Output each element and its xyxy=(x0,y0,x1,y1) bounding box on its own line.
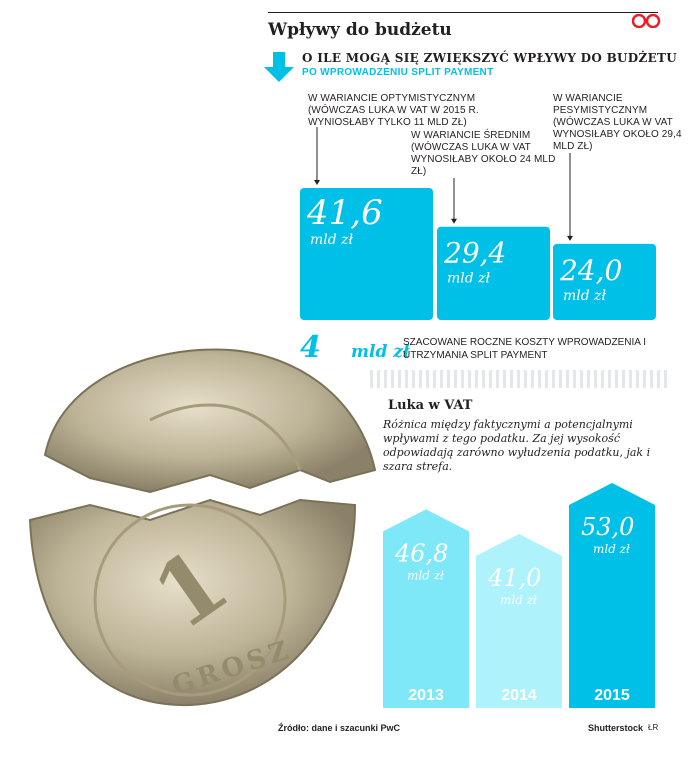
coin-denomination: 1 xyxy=(134,528,247,651)
scenario-label-average: W WARIANCIE ŚREDNIM (WÓWCZAS LUKA W VAT WYNOSIŁABY OKOŁO 24 MLD ZŁ) xyxy=(411,130,556,177)
scenario-unit-label: mld zł xyxy=(563,287,607,304)
year-category-label: 2013 xyxy=(408,687,444,704)
scenario-unit-label: mld zł xyxy=(447,270,491,287)
scenario-label-pessimistic: W WARIANCIE PESYMISTYCZNYM (WÓWCZAS LUKA W VAT WYNOSIŁABY OKOŁO 29,4 MLD ZŁ) xyxy=(553,93,682,152)
year-unit-label: mld zł xyxy=(500,592,537,607)
cost-value-unit: mld zł xyxy=(351,342,410,362)
year-value-label: 41,0 xyxy=(488,563,542,592)
chart-subtitle: O ILE MOGĄ SIĘ ZWIĘKSZYĆ WPŁYWY DO BUDŻETU xyxy=(302,51,678,65)
scenario-value-label: 24,0 xyxy=(560,253,623,287)
coin-text: GROSZ xyxy=(168,634,296,702)
cost-value: 4 xyxy=(300,330,321,365)
year-unit-label: mld zł xyxy=(407,568,444,583)
vat-gap-description: Różnica między faktycznymi a potencjalnymi wpływami z tego podatku. Za jej wysokość odpowiadają zarówno wyłudzenia podatku, jak i szara strefa. xyxy=(383,418,651,473)
vat-gap-title: Luka w VAT xyxy=(388,398,473,413)
year-category-label: 2015 xyxy=(594,687,630,704)
page-title: Wpływy do budżetu xyxy=(268,20,452,40)
scenario-value-label: 41,6 xyxy=(307,193,383,233)
year-bar xyxy=(476,534,562,708)
chart-subtitle-accent: PO WPROWADZENIU SPLIT PAYMENT xyxy=(302,67,494,78)
source-note: Źródło: dane i szacunki PwC xyxy=(278,723,401,733)
scenario-value-label: 29,4 xyxy=(444,236,507,270)
year-value-label: 46,8 xyxy=(395,539,449,568)
photo-credit: Shutterstock xyxy=(588,723,644,733)
cost-description: SZACOWANE ROCZNE KOSZTY WPROWADZENIA I UTRZYMANIA SPLIT PAYMENT xyxy=(403,337,646,361)
year-category-label: 2014 xyxy=(501,687,537,704)
scenario-label-optimistic: W WARIANCIE OPTYMISTYCZNYM (WÓWCZAS LUKA W VAT W 2015 R. WYNIOSŁABY TYLKO 11 MLD ZŁ) xyxy=(308,93,479,128)
year-unit-label: mld zł xyxy=(593,542,630,556)
scenario-unit-label: mld zł xyxy=(310,232,354,248)
author-initials: ŁR xyxy=(648,723,659,732)
year-value-label: 53,0 xyxy=(581,513,635,541)
